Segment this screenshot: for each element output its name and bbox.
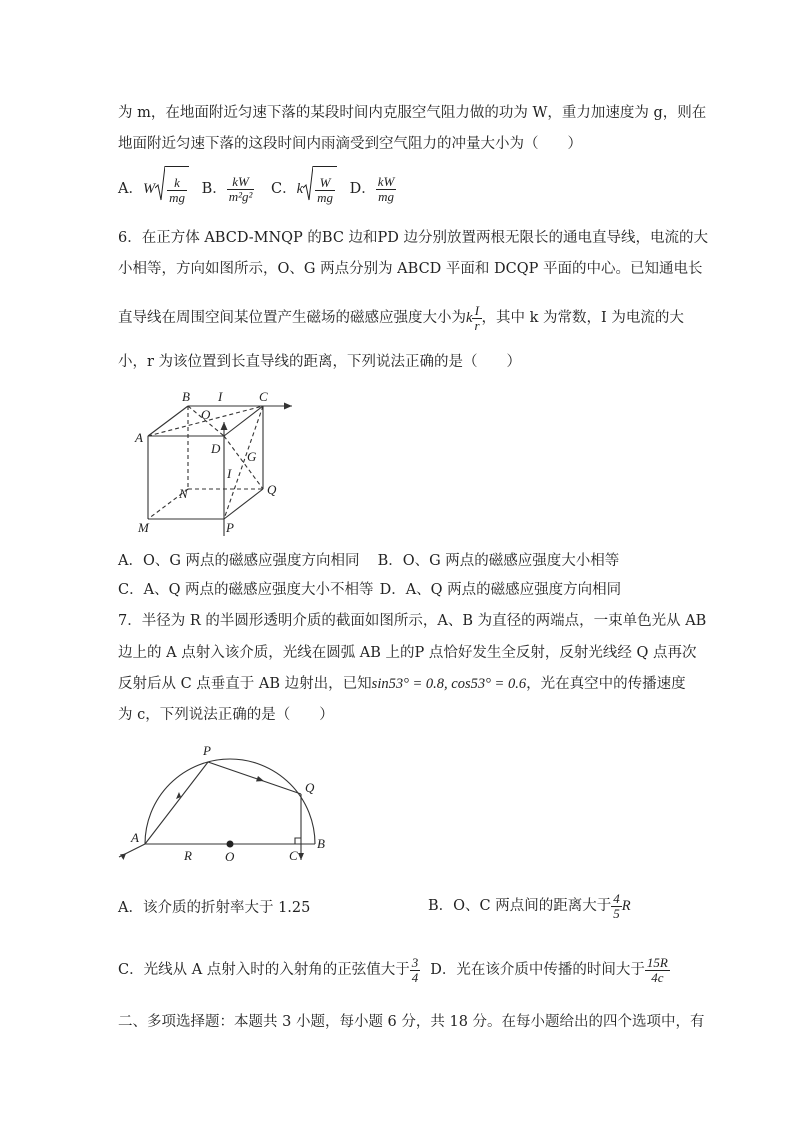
q5-option-b: B． $\frac{kW}{\text{m²g²}}$ (201, 173, 253, 204)
label-I-top: I (218, 389, 223, 404)
q6-option-c: C．A、Q 两点的磁感应强度大小不相等 (118, 582, 374, 598)
label-A: A (131, 830, 139, 845)
q6-options-row-1 (118, 551, 619, 571)
label-R: R (184, 848, 192, 863)
label-N: N (179, 486, 188, 501)
q5-option-d: D． $\frac{kW}{mg}$ (349, 173, 395, 204)
q5-options (118, 166, 396, 210)
q7-options-row-1 (118, 888, 310, 928)
label-A: A (135, 430, 143, 445)
semicircle-figure (115, 738, 335, 868)
q5-option-c: C．k $\frac{W}{mg}$ (271, 181, 342, 197)
q7-line-2: 边上的 A 点射入该介质，光线在圆弧 AB 上的P 点恰好发生全反射，反射光线经 Q 点再次 (118, 645, 697, 661)
label-I-side: I (227, 466, 232, 481)
q7-line-4: 为 c，下列说法正确的是（ ） (118, 707, 334, 723)
label-B: B (317, 836, 325, 851)
label-O: O (201, 407, 211, 422)
q7-option-b: B．O、C 两点间的距离大于 $\frac{4}{5}$ R (428, 890, 631, 921)
label-C: C (259, 389, 268, 404)
section-2-heading: 二、多项选择题：本题共 3 小题，每小题 6 分，共 18 分。在每小题给出的四个选项中，有 (118, 1014, 705, 1030)
q6-option-a: A．O、G 两点的磁感应强度方向相同 (118, 553, 360, 569)
q7-option-d: D．光在该介质中传播的时间大于 $\frac{15R}{4c}$ (430, 954, 668, 985)
q6-line-1: 6．在正方体 ABCD-MNQP 的BC 边和PD 边分别放置两根无限长的通电直导线，电流的大 (118, 230, 709, 246)
q7-line-3: 反射后从 C 点垂直于 AB 边射出，已知sin53° = 0.8, cos53° = 0.6，光在真空中的传播速度 (118, 676, 686, 692)
radical-sign-icon (155, 166, 165, 202)
q6-option-b: B．O、G 两点的磁感应强度大小相等 (377, 553, 620, 569)
q7-option-a: A．该介质的折射率大于 1.25 (118, 900, 311, 916)
q6-line-3: 直导线在周围空间某位置产生磁场的磁感应强度大小为k $\frac{I}{r}$ ，其中 k 为常数，I 为电流的大 (118, 302, 684, 333)
q6-option-d: D．A、Q 两点的磁感应强度方向相同 (379, 582, 622, 598)
label-Q: Q (305, 780, 315, 795)
label-P: P (203, 743, 211, 758)
q5-line-1: 为 m，在地面附近匀速下落的某段时间内克服空气阻力做的功为 W，重力加速度为 g，则在 (118, 105, 707, 121)
label-B: B (182, 389, 190, 404)
q5-option-a: A．W $\frac{k}{mg}$ (118, 181, 194, 197)
q7-line-1: 7．半径为 R 的半圆形透明介质的截面如图所示，A、B 为直径的两端点，一束单色光从 AB (118, 613, 707, 629)
q6-options-row-2 (118, 580, 621, 600)
label-M: M (138, 520, 149, 535)
label-G: G (247, 449, 257, 464)
label-C: C (289, 848, 298, 863)
label-D: D (211, 441, 221, 456)
radical-sign-icon (303, 166, 313, 202)
label-Q: Q (267, 482, 277, 497)
label-P: P (226, 520, 234, 535)
label-O: O (225, 849, 235, 864)
q6-line-2: 小相等，方向如图所示，O、G 两点分别为 ABCD 平面和 DCQP 平面的中心。已知通电长 (118, 261, 703, 277)
q6-line-4: 小，r 为该位置到长直导线的距离，下列说法正确的是（ ） (118, 354, 522, 370)
q5-line-2: 地面附近匀速下落的这段时间内雨滴受到空气阻力的冲量大小为（ ） (118, 136, 582, 152)
q7-option-c: C．光线从 A 点射入时的入射角的正弦值大于 $\frac{3}{4}$ (118, 954, 419, 985)
cube-figure (130, 386, 300, 536)
q7-options-row-2 (118, 950, 670, 990)
